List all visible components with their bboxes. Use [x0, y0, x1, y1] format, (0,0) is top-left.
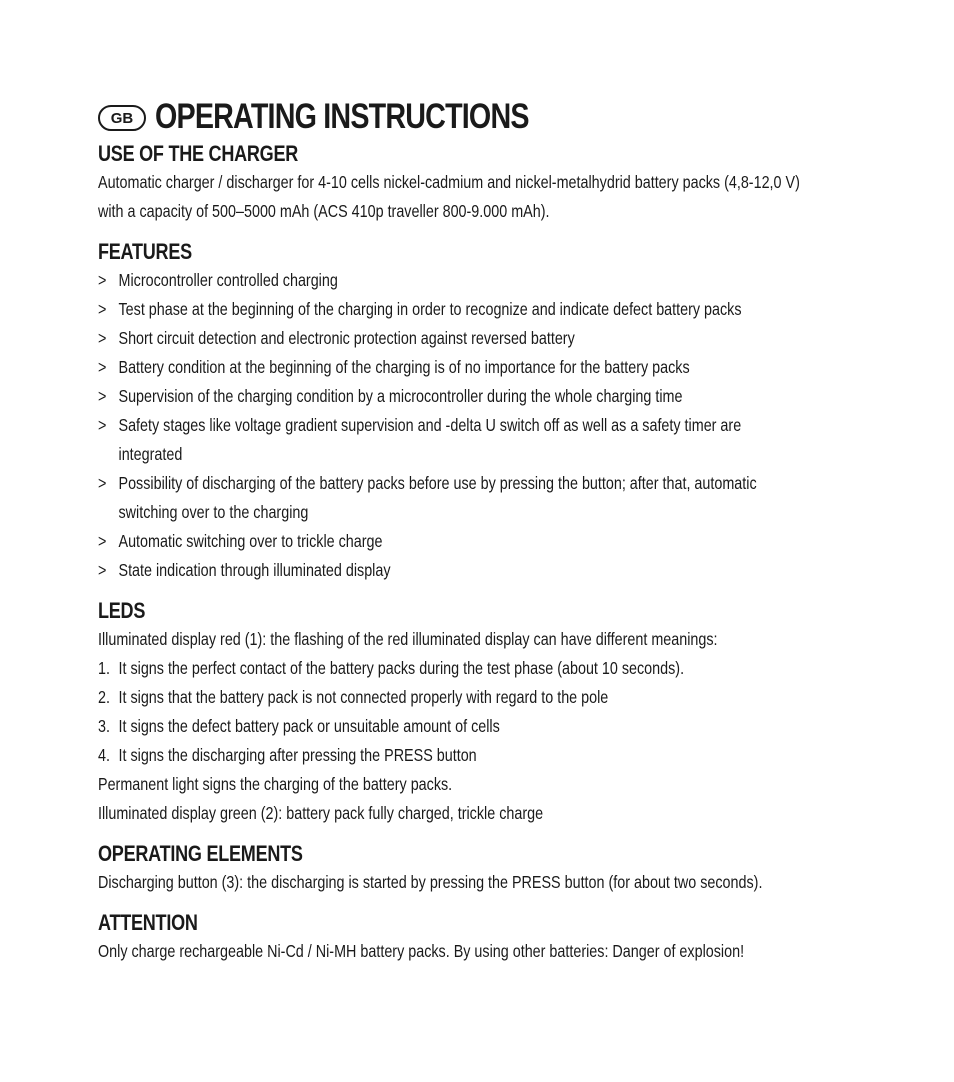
item-number: 4.	[98, 745, 110, 765]
feature-text: Microcontroller controlled charging	[118, 270, 338, 290]
led-meaning-text: It signs that the battery pack is not connected properly with regard to the pole	[118, 687, 609, 707]
feature-item	[98, 411, 746, 440]
bullet-marker: >	[98, 473, 107, 493]
led-meaning-text: It signs the perfect contact of the battery packs during the test phase (about 10 seconds).	[118, 658, 685, 678]
item-number: 3.	[98, 716, 110, 736]
bullet-marker: >	[98, 560, 107, 580]
section-heading-use: USE OF THE CHARGER	[98, 141, 299, 166]
feature-item	[98, 353, 746, 382]
feature-item	[98, 556, 746, 585]
paragraph-line: Automatic charger / discharger for 4-10 cells nickel-cadmium and nickel-metalhydrid battery packs (4,8-12,0 V)	[98, 172, 800, 192]
title-row	[98, 96, 888, 138]
instructions-page	[98, 96, 888, 966]
bullet-marker: >	[98, 299, 107, 319]
leds-outro-line: Permanent light signs the charging of the battery packs.	[98, 774, 453, 794]
led-meaning-item	[98, 654, 746, 683]
language-badge: GB	[98, 105, 146, 131]
section-heading-leds: LEDS	[98, 598, 146, 623]
feature-item	[98, 469, 757, 498]
led-meaning-item	[98, 741, 746, 770]
led-meaning-item	[98, 712, 746, 741]
feature-text: Supervision of the charging condition by a microcontroller during the whole charging time	[118, 386, 683, 406]
item-number: 2.	[98, 687, 110, 707]
item-number: 1.	[98, 658, 110, 678]
feature-text: Safety stages like voltage gradient supervision and -delta U switch off as well as a safety timer are	[118, 415, 742, 435]
feature-text: Test phase at the beginning of the charging in order to recognize and indicate defect battery packs	[118, 299, 742, 319]
bullet-marker: >	[98, 531, 107, 551]
feature-text-continuation: integrated	[118, 444, 183, 464]
bullet-marker: >	[98, 357, 107, 377]
attention-text: Only charge rechargeable Ni-Cd / Ni-MH battery packs. By using other batteries: Danger of explosion!	[98, 941, 745, 961]
feature-item	[98, 266, 746, 295]
feature-item	[98, 527, 746, 556]
bullet-marker: >	[98, 270, 107, 290]
features-list	[98, 266, 888, 585]
bullet-marker: >	[98, 328, 107, 348]
feature-text: State indication through illuminated display	[118, 560, 391, 580]
feature-text: Possibility of discharging of the battery packs before use by pressing the button; after that, automatic	[118, 473, 757, 493]
page-title: OPERATING INSTRUCTIONS	[155, 97, 529, 136]
bullet-marker: >	[98, 386, 107, 406]
led-meaning-text: It signs the defect battery pack or unsuitable amount of cells	[118, 716, 500, 736]
paragraph-line: with a capacity of 500–5000 mAh (ACS 410p traveller 800-9.000 mAh).	[98, 201, 550, 221]
feature-item	[98, 382, 746, 411]
leds-outro-line: Illuminated display green (2): battery pack fully charged, trickle charge	[98, 803, 544, 823]
bullet-marker: >	[98, 415, 107, 435]
section-heading-features: FEATURES	[98, 239, 192, 264]
operating-elements-text: Discharging button (3): the discharging is started by pressing the PRESS button (for about two seconds).	[98, 872, 763, 892]
feature-text: Short circuit detection and electronic protection against reversed battery	[118, 328, 575, 348]
leds-list	[98, 654, 888, 770]
feature-item	[98, 295, 746, 324]
section-heading-operating-elements: OPERATING ELEMENTS	[98, 841, 303, 866]
led-meaning-item	[98, 683, 746, 712]
leds-intro: Illuminated display red (1): the flashing of the red illuminated display can have different meanings:	[98, 629, 718, 649]
feature-text: Battery condition at the beginning of the charging is of no importance for the battery packs	[118, 357, 690, 377]
led-meaning-text: It signs the discharging after pressing the PRESS button	[118, 745, 477, 765]
section-heading-attention: ATTENTION	[98, 910, 198, 935]
feature-text-continuation: switching over to the charging	[118, 502, 309, 522]
feature-text: Automatic switching over to trickle charge	[118, 531, 383, 551]
feature-item	[98, 324, 746, 353]
